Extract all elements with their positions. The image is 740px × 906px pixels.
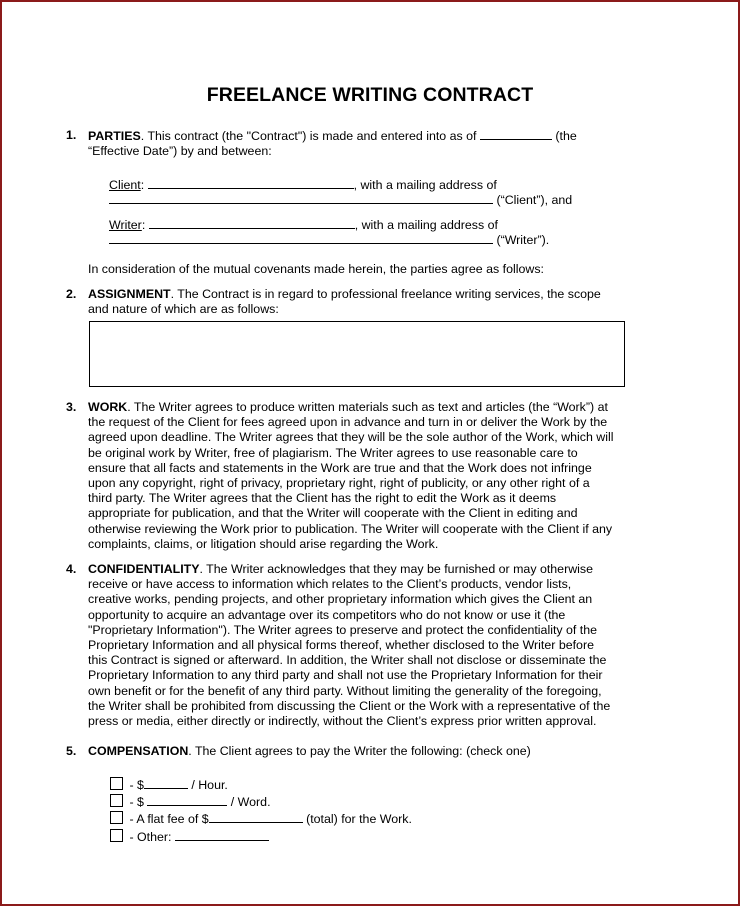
section-text: this Contract is signed or afterward. In addition, the Writer shall not disclose or disseminate the [88, 653, 607, 668]
document-title: FREELANCE WRITING CONTRACT [206, 84, 534, 106]
section-text: . This contract (the "Contract") is made and entered into as of [140, 129, 480, 143]
section-text: creative works, pending projects, and other proprietary information which gives the Client an [88, 592, 593, 607]
client-suffix: (“Client”), and [493, 193, 573, 207]
option-suffix: / Word. [227, 795, 271, 809]
writer-line [109, 217, 498, 233]
section-text: complaints, claims, or litigation should arise regarding the Work. [88, 536, 439, 551]
flat-fee-checkbox[interactable] [110, 811, 123, 824]
section-body [88, 744, 654, 759]
hourly-checkbox[interactable] [110, 777, 123, 790]
section-text: (the [551, 129, 577, 143]
section-text: own benefit or for the benefit of any third party. Without limiting the generality of the foregoing, [88, 683, 602, 698]
section-text: agreed upon deadline. The Writer agrees that they will be the sole author of the Work, which will [88, 430, 614, 445]
writer-address-line [109, 232, 549, 248]
compensation-option-per-word [110, 794, 271, 810]
section-text: the Writer shall be prohibited from discussing the Client or the Work with a representative of the [88, 698, 611, 713]
per-word-rate-blank[interactable] [147, 794, 227, 806]
section-line [88, 287, 654, 302]
section-number: 3. [66, 400, 77, 414]
section-text: third party. The Writer agrees that the Client has the right to edit the Work as it deems [88, 491, 557, 506]
per-word-checkbox[interactable] [110, 794, 123, 807]
flat-fee-blank[interactable] [209, 811, 303, 823]
section-text: “Effective Date”) by and between: [88, 144, 272, 159]
colon: : [141, 218, 149, 232]
section-text: be original work by Writer, free of plagiarism. The Writer agrees to use reasonable care to [88, 445, 578, 460]
section-text: receive or have access to information which relates to the Client’s products, vendor lists, [88, 577, 572, 592]
assignment-scope-box[interactable] [89, 321, 625, 387]
section-header: PARTIES [88, 129, 141, 143]
client-line [109, 177, 497, 193]
section-body [88, 287, 654, 317]
section-text: the request of the Client for fees agreed upon in advance and turn in or deliver the Work by the [88, 415, 608, 430]
section-line [88, 562, 654, 577]
section-number: 2. [66, 287, 77, 301]
section-text: . The Contract is in regard to professional freelance writing services, the scope [170, 287, 601, 301]
section-body [88, 400, 654, 552]
section-body [88, 128, 654, 159]
option-prefix: - Other: [126, 830, 175, 844]
section-text: . The Client agrees to pay the Writer the following: (check one) [188, 744, 531, 758]
section-text: "Proprietary Information"). The Writer agrees to preserve and protect the confidentiality of the [88, 622, 598, 637]
section-text: upon any copyright, right of privacy, proprietary right, right of publicity, or any other right of a [88, 476, 590, 491]
other-checkbox[interactable] [110, 829, 123, 842]
option-suffix: / Hour. [187, 778, 228, 792]
section-text: opportunity to acquire an advantage over its competitors who do not know or use it (the [88, 607, 566, 622]
option-prefix: - $ [126, 778, 144, 792]
option-suffix: (total) for the Work. [302, 812, 412, 826]
section-header: COMPENSATION [88, 744, 189, 758]
section-text: Proprietary Information to any third party and shall not use the Proprietary Information for their [88, 668, 603, 683]
section-header: CONFIDENTIALITY [88, 562, 200, 576]
section-text: and nature of which are as follows: [88, 302, 279, 317]
client-address-line [109, 192, 572, 208]
writer-suffix: (“Writer”). [493, 233, 550, 247]
writer-address-blank[interactable] [109, 232, 493, 244]
compensation-option-hourly [110, 777, 228, 793]
section-text: . The Writer acknowledges that they may be furnished or may otherwise [199, 562, 593, 576]
option-prefix: - A flat fee of $ [126, 812, 209, 826]
colon: : [140, 178, 148, 192]
writer-name-blank[interactable] [149, 217, 355, 229]
section-number: 1. [66, 128, 77, 142]
client-name-blank[interactable] [148, 177, 354, 189]
effective-date-blank[interactable] [480, 128, 552, 140]
section-header: WORK [88, 400, 128, 414]
client-label: Client [109, 178, 141, 192]
section-number: 5. [66, 744, 77, 758]
section-text: Proprietary Information and all physical forms thereof, whether disclosed to the Writer before [88, 638, 594, 653]
section-text: press or media, either directly or indirectly, without the Client’s express prior written approval. [88, 714, 597, 729]
writer-label: Writer [109, 218, 142, 232]
option-prefix: - $ [126, 795, 148, 809]
section-header: ASSIGNMENT [88, 287, 171, 301]
hourly-rate-blank[interactable] [144, 777, 188, 789]
section-text: . The Writer agrees to produce written materials such as text and articles (the “Work”) at [127, 400, 608, 414]
section-text: appropriate for publication, and that the Writer will cooperate with the Client in editing and [88, 506, 578, 521]
other-blank[interactable] [175, 829, 269, 841]
writer-text: , with a mailing address of [354, 218, 498, 232]
client-text: , with a mailing address of [353, 178, 497, 192]
section-text: ensure that all facts and statements in the Work are true and that the Work does not infringe [88, 460, 592, 475]
section-number: 4. [66, 562, 77, 576]
section-body [88, 562, 654, 729]
section-line [88, 128, 654, 144]
section-line [88, 400, 654, 415]
client-address-blank[interactable] [109, 192, 493, 204]
consideration-text: In consideration of the mutual covenants made herein, the parties agree as follows: [88, 262, 544, 276]
compensation-option-other [110, 829, 269, 845]
section-text: otherwise reviewing the Work prior to publication. The Writer will cooperate with the Client if any [88, 521, 613, 536]
section-line [88, 744, 654, 759]
compensation-option-flat-fee [110, 811, 412, 827]
